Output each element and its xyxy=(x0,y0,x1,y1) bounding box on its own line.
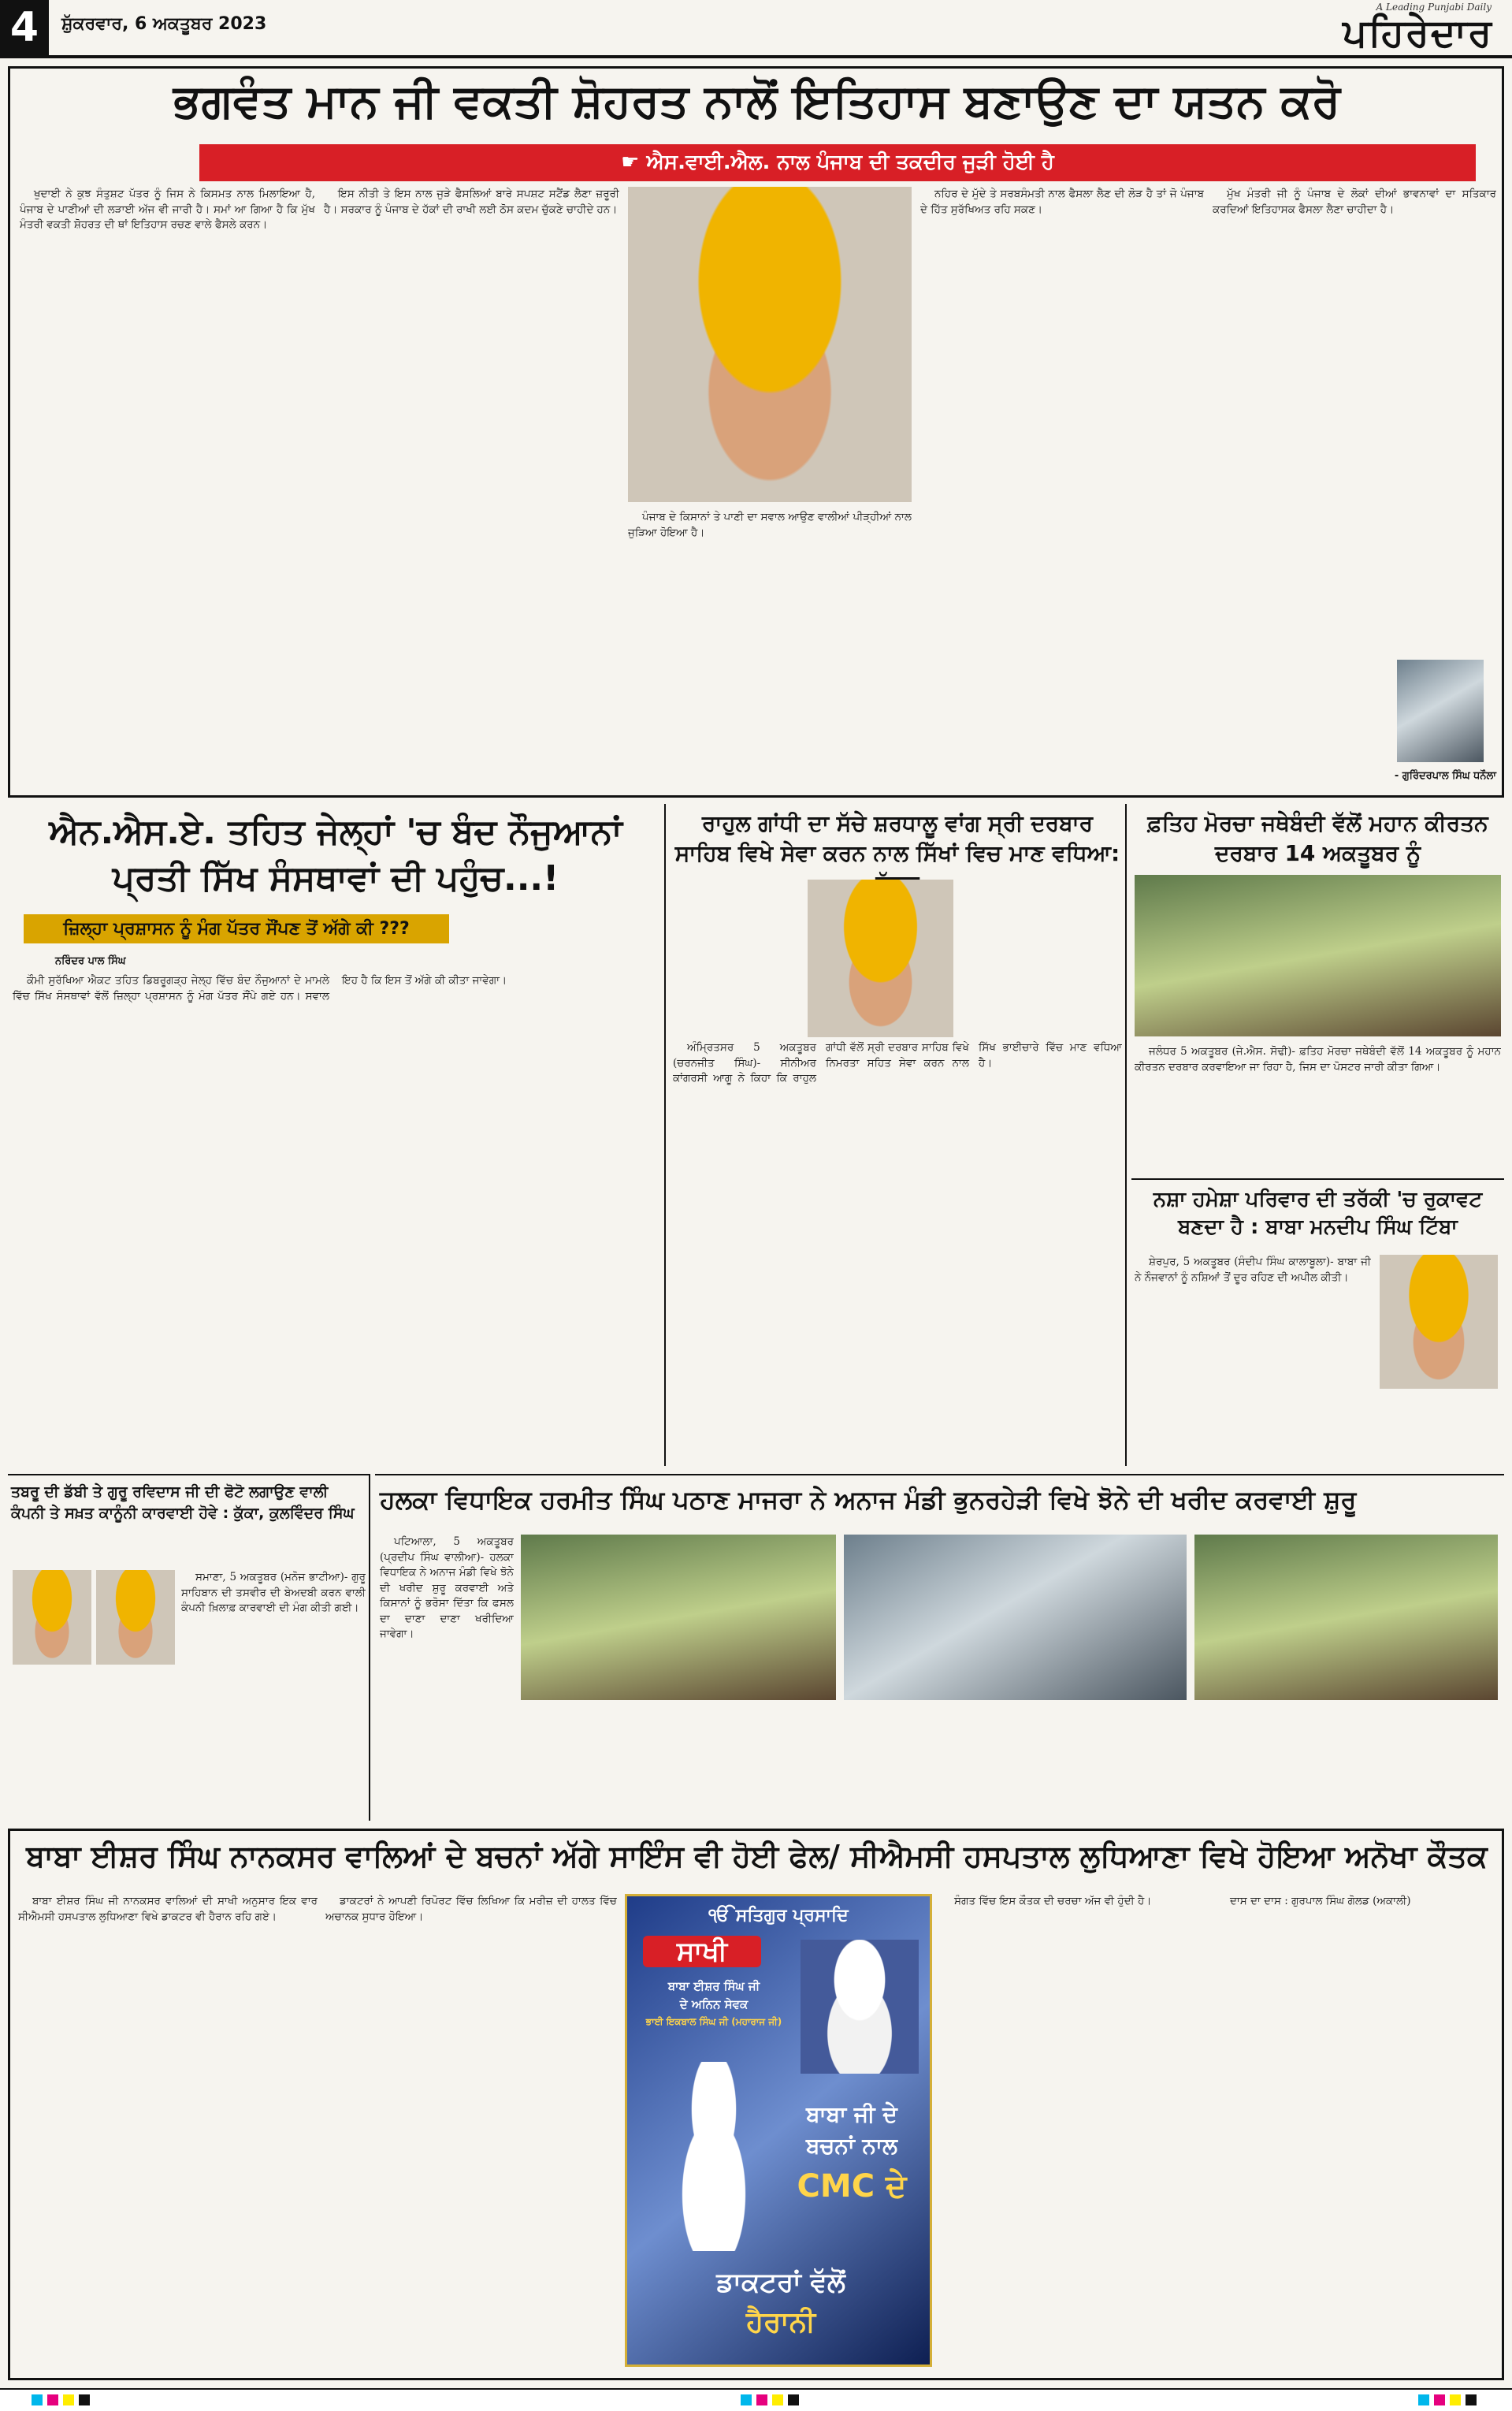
author-photo xyxy=(1397,660,1484,762)
brand-tagline: A Leading Punjabi Daily xyxy=(1376,2,1492,13)
story-nasha xyxy=(1131,1178,1504,1466)
magenta-swatch-icon xyxy=(756,2394,767,2405)
mandi-photo-3 xyxy=(1194,1535,1498,1700)
poster-main-4: ਡਾਕਟਰਾਂ ਵੱਲੋਂ xyxy=(716,2267,845,2298)
cyan-swatch-icon xyxy=(1418,2394,1429,2405)
sakhi-poster xyxy=(625,1894,932,2367)
yellow-swatch-icon xyxy=(63,2394,74,2405)
yellow-swatch-icon xyxy=(772,2394,783,2405)
bottom-col-2-text: ਡਾਕਟਰਾਂ ਨੇ ਆਪਣੀ ਰਿਪੋਰਟ ਵਿੱਚ ਲਿਖਿਆ ਕਿ ਮਰੀਜ਼ ਦੀ ਹਾਲਤ ਵਿੱਚ ਅਚਾਨਕ ਸੁਧਾਰ ਹੋਇਆ। xyxy=(325,1895,617,1923)
poster-mool-mantar: ੴ ਸਤਿਗੁਰ ਪ੍ਰਸਾਦਿ xyxy=(708,1906,849,1925)
nasha-body xyxy=(1135,1255,1371,1460)
tabloo-photo-2 xyxy=(96,1570,175,1665)
masthead-rule xyxy=(0,55,1512,58)
bottom-col-4-text: ਦਾਸ ਦਾ ਦਾਸ : ਗੁਰਪਾਲ ਸਿੰਘ ਗੋਲਡ (ਅਕਾਲੀ) xyxy=(1230,1895,1411,1907)
darbar-body-text: ਅੰਮ੍ਰਿਤਸਰ 5 ਅਕਤੂਬਰ (ਚਰਨਜੀਤ ਸਿੰਘ)- ਸੀਨੀਅਰ ਕਾਂਗਰਸੀ ਆਗੂ ਨੇ ਕਿਹਾ ਕਿ ਰਾਹੁਲ ਗਾਂਧੀ ਵੱਲੋਂ ਸ੍ਰੀ ਦਰਬਾਰ ਸਾਹਿਬ ਵਿਖੇ ਨਿਮਰਤਾ ਸਹਿਤ ਸੇਵਾ ਕਰਨ ਨਾਲ ਸਿੱਖ ਭਾਈਚਾਰੇ ਵਿੱਚ ਮਾਣ ਵਧਿਆ ਹੈ। xyxy=(673,1041,1122,1085)
nsa-headline: ਐਨ.ਐਸ.ਏ. ਤਹਿਤ ਜੇਲ੍ਹਾਂ 'ਚ ਬੰਦ ਨੌਜੁਆਨਾਂ ਪ੍ਰਤੀ ਸਿੱਖ ਸੰਸਥਾਵਾਂ ਦੀ ਪਹੁੰਚ...! xyxy=(49,812,622,899)
tabloo-photo-1 xyxy=(13,1570,91,1665)
nsa-body xyxy=(13,973,659,1454)
bottom-col-4 xyxy=(1216,1894,1495,2375)
black-swatch-icon xyxy=(788,2394,799,2405)
bottom-col-1 xyxy=(18,1894,318,2375)
lead-col-1 xyxy=(20,187,315,790)
lead-headline: ਭਗਵੰਤ ਮਾਨ ਜੀ ਵਕਤੀ ਸ਼ੋਹਰਤ ਨਾਲੋਂ ਇਤਿਹਾਸ ਬਣਾਉਣ ਦਾ ਯਤਨ ਕਰੋ xyxy=(173,74,1341,128)
lead-author: - ਗੁਰਿੰਦਰਪਾਲ ਸਿੰਘ ਧਨੌਲਾ xyxy=(1394,770,1496,782)
poster-line-1: ਬਾਬਾ ਈਸ਼ਰ ਸਿੰਘ ਜੀ xyxy=(667,1979,760,1993)
bottom-col-2 xyxy=(325,1894,617,2375)
cyan-swatch-icon xyxy=(32,2394,43,2405)
sachar-photo xyxy=(808,880,953,1037)
fateh-body-text: ਜਲੰਧਰ 5 ਅਕਤੂਬਰ (ਜੇ.ਐਸ. ਸੋਢੀ)- ਫ਼ਤਿਹ ਮੋਰਚਾ ਜਥੇਬੰਦੀ ਵੱਲੋਂ 14 ਅਕਤੂਬਰ ਨੂੰ ਮਹਾਨ ਕੀਰਤਨ ਦਰਬਾਰ ਕਰਵਾਇਆ ਜਾ ਰਿਹਾ ਹੈ, ਜਿਸ ਦਾ ਪੋਸਟਰ ਜਾਰੀ ਕੀਤਾ ਗਿਆ। xyxy=(1135,1045,1501,1073)
tabloo-body-text: ਸਮਾਣਾ, 5 ਅਕਤੂਬਰ (ਮਨੋਜ ਭਾਟੀਆ)- ਗੁਰੂ ਸਾਹਿਬਾਨ ਦੀ ਤਸਵੀਰ ਦੀ ਬੇਅਦਬੀ ਕਰਨ ਵਾਲੀ ਕੰਪਨੀ ਖ਼ਿਲਾਫ਼ ਕਾਰਵਾਈ ਦੀ ਮੰਗ ਕੀਤੀ ਗਈ। xyxy=(181,1571,366,1615)
fateh-headline: ਫ਼ਤਿਹ ਮੋਰਚਾ ਜਥੇਬੰਦੀ ਵੱਲੋਂ ਮਹਾਨ ਕੀਰਤਨ ਦਰਬਾਰ 14 ਅਕਤੂਬਰ ਨੂੰ xyxy=(1147,810,1488,866)
lead-col-5 xyxy=(1213,187,1496,652)
poster-line-3: ਭਾਈ ਇਕਬਾਲ ਸਿੰਘ ਜੀ (ਮਹਾਰਾਜ ਜੀ) xyxy=(645,2016,782,2027)
bottom-col-3 xyxy=(940,1894,1208,2375)
nsa-body-text: ਕੌਮੀ ਸੁਰੱਖਿਆ ਐਕਟ ਤਹਿਤ ਡਿਬਰੂਗੜ੍ਹ ਜੇਲ੍ਹ ਵਿੱਚ ਬੰਦ ਨੌਜੁਆਨਾਂ ਦੇ ਮਾਮਲੇ ਵਿੱਚ ਸਿੱਖ ਸੰਸਥਾਵਾਂ ਵੱਲੋਂ ਜ਼ਿਲ੍ਹਾ ਪ੍ਰਸ਼ਾਸਨ ਨੂੰ ਮੰਗ ਪੱਤਰ ਸੌਂਪੇ ਗਏ ਹਨ। ਸਵਾਲ ਇਹ ਹੈ ਕਿ ਇਸ ਤੋਂ ਅੱਗੇ ਕੀ ਕੀਤਾ ਜਾਵੇਗਾ। xyxy=(13,974,507,1003)
mandi-body xyxy=(380,1535,514,1814)
poster-baba-photo xyxy=(801,1940,919,2074)
lead-col-5-text: ਮੁੱਖ ਮੰਤਰੀ ਜੀ ਨੂੰ ਪੰਜਾਬ ਦੇ ਲੋਕਾਂ ਦੀਆਂ ਭਾਵਨਾਵਾਂ ਦਾ ਸਤਿਕਾਰ ਕਰਦਿਆਂ ਇਤਿਹਾਸਕ ਫੈਸਲਾ ਲੈਣਾ ਚਾਹੀਦਾ ਹੈ। xyxy=(1213,188,1496,216)
cm-photo xyxy=(628,187,912,502)
poster-sakhi: ਸਾਖੀ xyxy=(643,1936,761,1967)
lead-col-2-text: ਇਸ ਨੀਤੀ ਤੇ ਇਸ ਨਾਲ ਜੁੜੇ ਫੈਸਲਿਆਂ ਬਾਰੇ ਸਪਸ਼ਟ ਸਟੈਂਡ ਲੈਣਾ ਜ਼ਰੂਰੀ ਹੈ। ਸਰਕਾਰ ਨੂੰ ਪੰਜਾਬ ਦੇ ਹੱਕਾਂ ਦੀ ਰਾਖੀ ਲਈ ਠੋਸ ਕਦਮ ਚੁੱਕਣੇ ਚਾਹੀਦੇ ਹਨ। xyxy=(324,188,619,216)
story-nsa xyxy=(8,804,666,1466)
darbar-headline: ਰਾਹੁਲ ਗਾਂਧੀ ਦਾ ਸੱਚੇ ਸ਼ਰਧਾਲੂ ਵਾਂਗ ਸ੍ਰੀ ਦਰਬਾਰ ਸਾਹਿਬ ਵਿਖੇ ਸੇਵਾ ਕਰਨ ਨਾਲ ਸਿੱਖਾਂ ਵਿਚ ਮਾਣ ਵਧਿਆ: xyxy=(674,810,1120,866)
poster-main-3: CMC ਦੇ xyxy=(797,2168,907,2205)
page-number: 4 xyxy=(0,0,49,55)
lead-story xyxy=(8,66,1504,798)
poster-main-5: ਹੈਰਾਨੀ xyxy=(745,2306,816,2338)
cyan-swatch-icon xyxy=(741,2394,752,2405)
lead-kicker: ☛ ਐਸ.ਵਾਈ.ਐਲ. ਨਾਲ ਪੰਜਾਬ ਦੀ ਤਕਦੀਰ ਜੁੜੀ ਹੋਈ ਹੈ xyxy=(199,144,1476,181)
bottom-col-3-text: ਸੰਗਤ ਵਿੱਚ ਇਸ ਕੌਤਕ ਦੀ ਚਰਚਾ ਅੱਜ ਵੀ ਹੁੰਦੀ ਹੈ। xyxy=(954,1895,1152,1907)
tabloo-headline: ਤਬਰੂ ਦੀ ਡੱਬੀ ਤੇ ਗੁਰੂ ਰਵਿਦਾਸ ਜੀ ਦੀ ਫੋਟੋ ਲਗਾਉਣ ਵਾਲੀ ਕੰਪਨੀ ਤੇ ਸਖ਼ਤ ਕਾਨੂੰਨੀ ਕਾਰਵਾਈ ਹੋਵੇ : ਕੁੱਕਾ, ਕੁਲਵਿੰਦਰ ਸਿੰਘ xyxy=(11,1483,355,1522)
mandi-headline: ਹਲਕਾ ਵਿਧਾਇਕ ਹਰਮੀਤ ਸਿੰਘ ਪਠਾਣ ਮਾਜਰਾ ਨੇ ਅਨਾਜ ਮੰਡੀ ਭੁਨਰਹੇੜੀ ਵਿਖੇ ਝੋਨੇ ਦੀ ਖਰੀਦ ਕਰਵਾਈ ਸ਼ੁਰੂ xyxy=(380,1485,1357,1515)
bottom-headline: ਬਾਬਾ ਈਸ਼ਰ ਸਿੰਘ ਨਾਨਕਸਰ ਵਾਲਿਆਂ ਦੇ ਬਚਨਾਂ ਅੱਗੇ ਸਾਇੰਸ ਵੀ ਹੋਈ ਫੇਲ/ ਸੀਐਮਸੀ ਹਸਪਤਾਲ ਲੁਧਿਆਣਾ ਵਿਖੇ ਹੋਇਆ ਅਨੋਖਾ ਕੌਤਕ xyxy=(26,1839,1488,1873)
brand-logo: ਪਹਿਰੇਦਾਰ xyxy=(1343,11,1493,55)
lead-col-4-text: ਨਹਿਰ ਦੇ ਮੁੱਦੇ ਤੇ ਸਰਬਸੰਮਤੀ ਨਾਲ ਫੈਸਲਾ ਲੈਣ ਦੀ ਲੋੜ ਹੈ ਤਾਂ ਜੋ ਪੰਜਾਬ ਦੇ ਹਿੱਤ ਸੁਰੱਖਿਅਤ ਰਹਿ ਸਕਣ। xyxy=(920,188,1204,216)
mandi-photo-1 xyxy=(521,1535,836,1700)
fateh-body xyxy=(1135,1044,1501,1170)
nasha-headline: ਨਸ਼ਾ ਹਮੇਸ਼ਾ ਪਰਿਵਾਰ ਦੀ ਤਰੱਕੀ 'ਚ ਰੁਕਾਵਟ ਬਣਦਾ ਹੈ : ਬਾਬਾ ਮਨਦੀਪ ਸਿੰਘ ਟਿੱਬਾ xyxy=(1153,1188,1483,1240)
black-swatch-icon xyxy=(79,2394,90,2405)
black-swatch-icon xyxy=(1466,2394,1477,2405)
mandi-photo-2 xyxy=(844,1535,1187,1700)
lead-col-3 xyxy=(628,510,912,790)
poster-line-2: ਦੇ ਅਨਿਨ ਸੇਵਕ xyxy=(679,1997,749,2011)
lead-col-3-text: ਪੰਜਾਬ ਦੇ ਕਿਸਾਨਾਂ ਤੇ ਪਾਣੀ ਦਾ ਸਵਾਲ ਆਉਣ ਵਾਲੀਆਂ ਪੀੜ੍ਹੀਆਂ ਨਾਲ ਜੁੜਿਆ ਹੋਇਆ ਹੈ। xyxy=(628,511,912,539)
nsa-kicker: ਜ਼ਿਲ੍ਹਾ ਪ੍ਰਸ਼ਾਸਨ ਨੂੰ ਮੰਗ ਪੱਤਰ ਸੌਂਪਣ ਤੋਂ ਅੱਗੇ ਕੀ ??? xyxy=(24,914,449,943)
bottom-col-1-text: ਬਾਬਾ ਈਸ਼ਰ ਸਿੰਘ ਜੀ ਨਾਨਕਸਰ ਵਾਲਿਆਂ ਦੀ ਸਾਖੀ ਅਨੁਸਾਰ ਇਕ ਵਾਰ ਸੀਐਮਸੀ ਹਸਪਤਾਲ ਲੁਧਿਆਣਾ ਵਿਖੇ ਡਾਕਟਰ ਵੀ ਹੈਰਾਨ ਰਹਿ ਗਏ। xyxy=(18,1895,318,1923)
poster-baba-photo-2 xyxy=(659,2062,769,2251)
nsa-byline: ਨਰਿੰਦਰ ਪਾਲ ਸਿੰਘ xyxy=(55,955,126,967)
story-mandi xyxy=(375,1474,1504,1821)
darbar-body xyxy=(673,1040,1122,1454)
bottom-story xyxy=(8,1829,1504,2380)
fateh-group-photo xyxy=(1135,875,1501,1036)
tabloo-body xyxy=(181,1570,366,1680)
print-registration-strip xyxy=(0,2388,1512,2411)
lead-col-1-text: ਖੁਦਾਈ ਨੇ ਕੁਝ ਸੰਤੁਸ਼ਟ ਪੱਤਰ ਨੂੰ ਜਿਸ ਨੇ ਕਿਸਮਤ ਨਾਲ ਮਿਲਾਇਆ ਹੈ, ਪੰਜਾਬ ਦੇ ਪਾਣੀਆਂ ਦੀ ਲੜਾਈ ਅੱਜ ਵੀ ਜਾਰੀ ਹੈ। ਸਮਾਂ ਆ ਗਿਆ ਹੈ ਕਿ ਮੁੱਖ ਮੰਤਰੀ ਵਕਤੀ ਸ਼ੋਹਰਤ ਦੀ ਥਾਂ ਇਤਿਹਾਸ ਰਚਣ ਵਾਲੇ ਫੈਸਲੇ ਕਰਨ। xyxy=(20,188,315,232)
poster-main-2: ਬਚਨਾਂ ਨਾਲ xyxy=(806,2133,897,2159)
story-darbar xyxy=(670,804,1127,1466)
nasha-body-text: ਸ਼ੇਰਪੁਰ, 5 ਅਕਤੂਬਰ (ਸੰਦੀਪ ਸਿੰਘ ਕਾਲਾਬੂਲਾ)- ਬਾਬਾ ਜੀ ਨੇ ਨੌਜਵਾਨਾਂ ਨੂੰ ਨਸ਼ਿਆਂ ਤੋਂ ਦੂਰ ਰਹਿਣ ਦੀ ਅਪੀਲ ਕੀਤੀ। xyxy=(1135,1256,1371,1284)
dateline: ਸ਼ੁੱਕਰਵਾਰ, 6 ਅਕਤੂਬਰ 2023 xyxy=(61,14,267,34)
baba-mandeep-photo xyxy=(1380,1255,1498,1389)
story-tabloo xyxy=(8,1474,370,1821)
magenta-swatch-icon xyxy=(47,2394,58,2405)
poster-main-1: ਬਾਬਾ ਜੀ ਦੇ xyxy=(806,2101,897,2127)
magenta-swatch-icon xyxy=(1434,2394,1445,2405)
mandi-body-text: ਪਟਿਆਲਾ, 5 ਅਕਤੂਬਰ (ਪ੍ਰਦੀਪ ਸਿੰਘ ਵਾਲੀਆ)- ਹਲਕਾ ਵਿਧਾਇਕ ਨੇ ਅਨਾਜ ਮੰਡੀ ਵਿਖੇ ਝੋਨੇ ਦੀ ਖਰੀਦ ਸ਼ੁਰੂ ਕਰਵਾਈ ਅਤੇ ਕਿਸਾਨਾਂ ਨੂੰ ਭਰੋਸਾ ਦਿੱਤਾ ਕਿ ਫਸਲ ਦਾ ਦਾਣਾ ਦਾਣਾ ਖਰੀਦਿਆ ਜਾਵੇਗਾ। xyxy=(380,1535,514,1641)
lead-col-2 xyxy=(324,187,619,790)
yellow-swatch-icon xyxy=(1450,2394,1461,2405)
lead-col-4 xyxy=(920,187,1204,790)
story-fateh xyxy=(1131,804,1504,1174)
